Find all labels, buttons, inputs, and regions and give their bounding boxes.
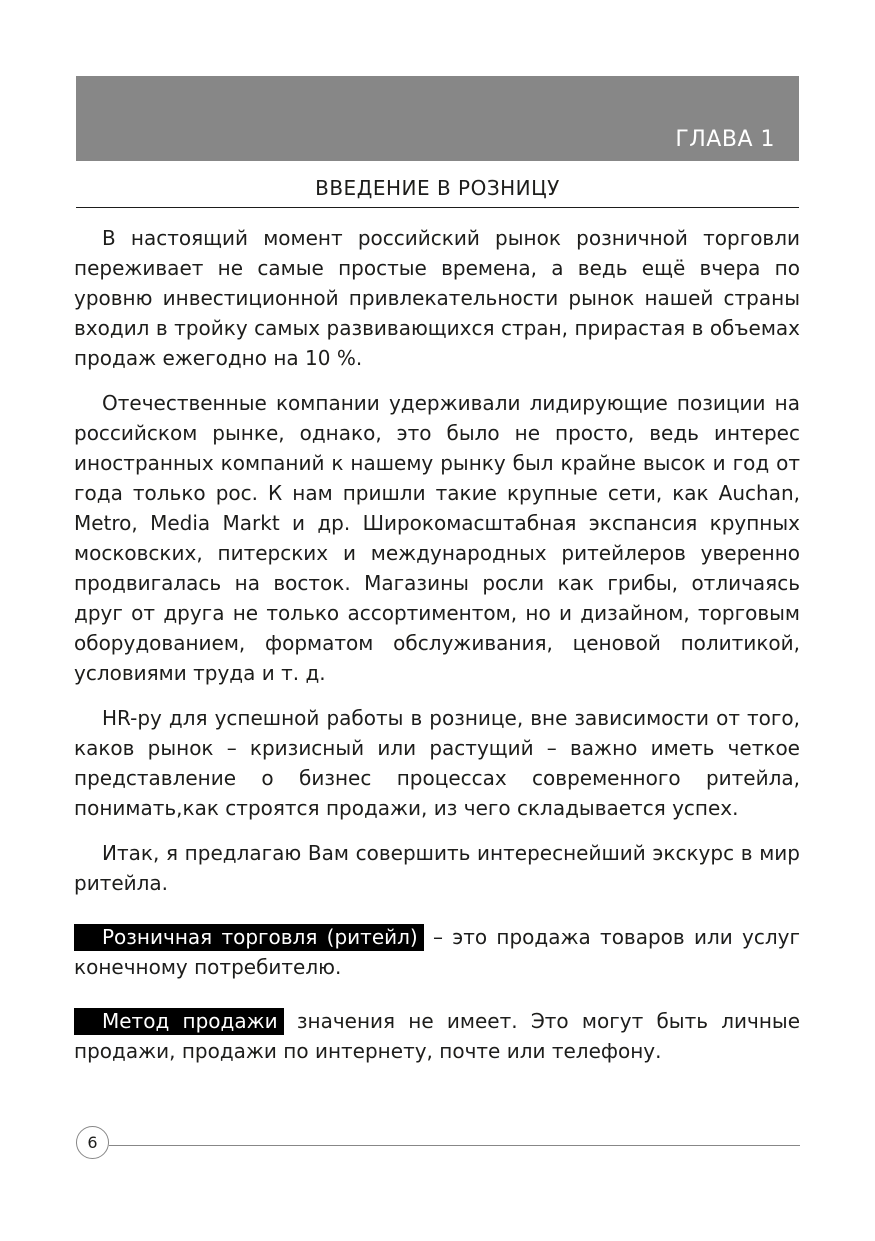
chapter-header-band [76, 76, 799, 161]
definition-term-sales-method: Метод продажи [74, 1008, 284, 1035]
page-number: 6 [76, 1126, 109, 1159]
footer-rule [109, 1145, 800, 1146]
definition-text-retail: – это продажа товаров или услуг конечному потребителю. [74, 925, 800, 979]
title-underline [76, 207, 799, 208]
body-text [74, 223, 800, 1081]
definition-retail [74, 922, 800, 982]
definition-sales-method [74, 1006, 800, 1066]
section-title: ВВЕДЕНИЕ В РОЗНИЦУ [315, 176, 560, 200]
paragraph-2: Отечественные компании удерживали лидирующие позиции на российском рынке, однако, это было не просто, ведь интерес иностранных компаний к нашему рынку был крайне высок и год от года только рос. К нам пришли такие крупные сети, как Auchan, Metro, Media Markt и др. Широкомасштабная экспансия крупных московских, питерских и международных ритейлеров уверенно продвигалась на восток. Магазины росли как грибы, отличаясь друг от друга не только ассортиментом, но и дизайном, торговым оборудованием, форматом обслуживания, ценовой политикой, условиями труда и т. д. [74, 391, 800, 685]
definition-term-retail: Розничная торговля (ритейл) [74, 924, 424, 951]
definition-text-sales-method: значения не имеет. Это могут быть личные продажи, продажи по интернету, почте или телефону. [74, 1009, 801, 1063]
paragraph-4: Итак, я предлагаю Вам совершить интереснейший экскурс в мир ритейла. [74, 841, 800, 895]
paragraph-1: В настоящий момент российский рынок розничной торговли переживает не самые простые времена, а ведь ещё вчера по уровню инвестиционной привлекательности рынок нашей страны входил в тройку самых развивающихся стран, прирастая в объемах продаж ежегодно на 10 %. [74, 226, 800, 370]
paragraph-3: HR-ру для успешной работы в рознице, вне зависимости от того, каков рынок – кризисный или растущий – важно иметь четкое представление о бизнес процессах современного ритейла, понимать,как строятся продажи, из чего складывается успех. [74, 706, 800, 820]
chapter-label: ГЛАВА 1 [675, 127, 775, 152]
